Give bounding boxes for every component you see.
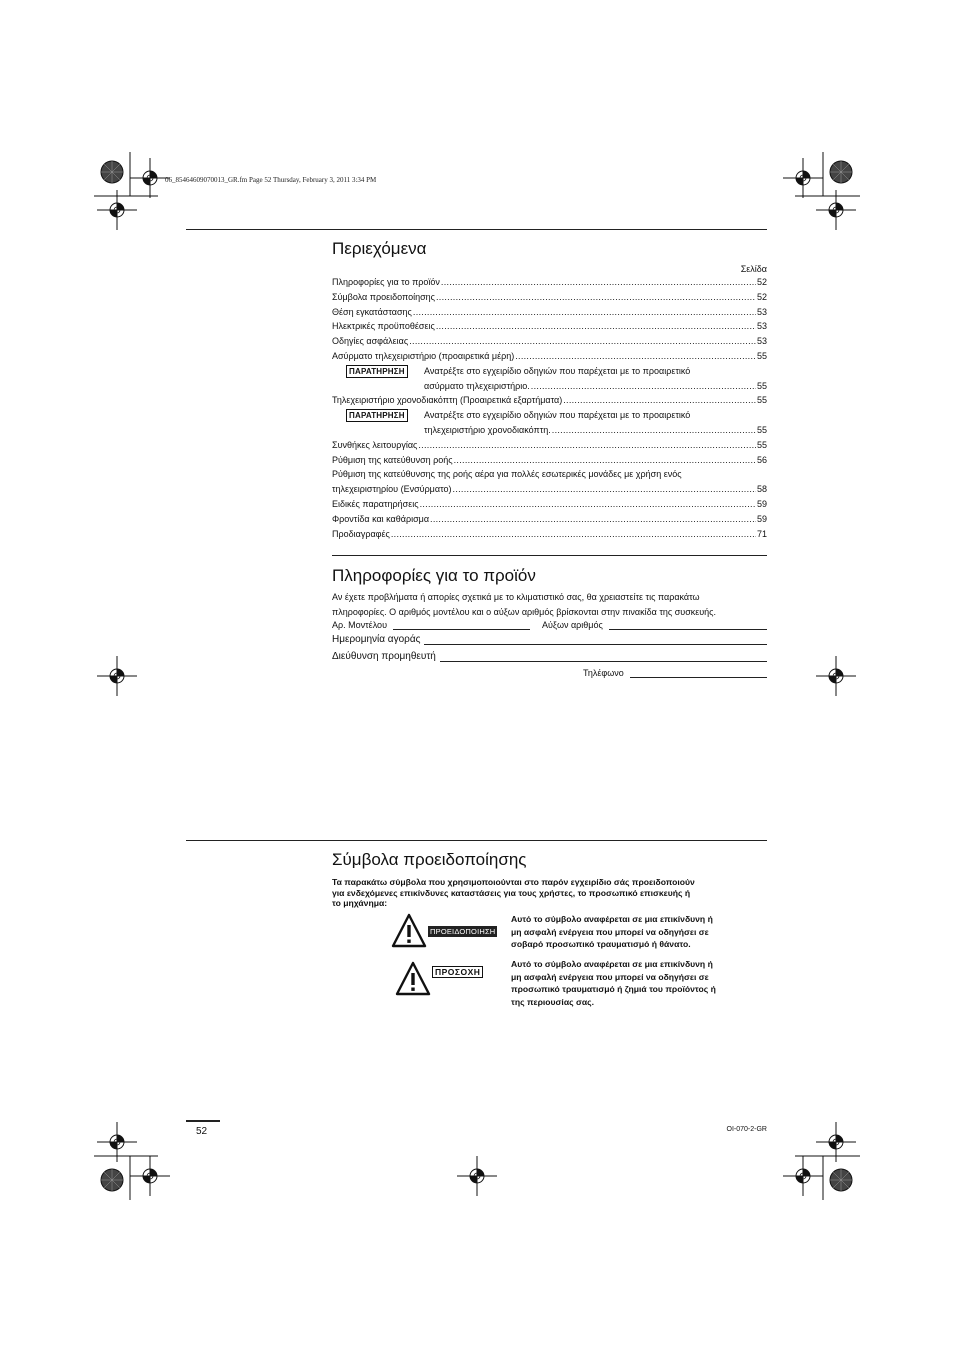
footer-rule <box>186 1120 220 1122</box>
phone-field[interactable] <box>630 667 767 678</box>
serial-label: Αύξων αριθμός <box>541 620 603 630</box>
product-title: Πληροφορίες για το προϊόν <box>332 566 536 585</box>
dealer-address-row <box>332 651 767 662</box>
section-divider <box>186 840 767 841</box>
purchase-date-row <box>332 634 767 645</box>
dealer-address-field[interactable] <box>440 651 767 662</box>
toc-entry[interactable]: Τηλεχειριστήριο χρονοδιακόπτη (Προαιρετικά εξαρτήματα) ..... 55 <box>332 393 767 408</box>
toc-note: ΠΑΡΑΤΗΡΗΣΗ Ανατρέξτε στο εγχειρίδιο οδηγιών που παρέχεται με το προαιρετικό ασύρματο τηλεχειριστήριο. ..... 55 <box>332 364 767 394</box>
file-header: 06_85464609070013_GR.fm Page 52 Thursday, February 3, 2011 3:34 PM <box>165 176 377 184</box>
toc-page-label: Σελίδα <box>740 264 767 274</box>
toc-entry[interactable]: Θέση εγκατάστασης ..... 53 <box>332 305 767 320</box>
toc-entry[interactable]: Φροντίδα και καθάρισμα ..... 59 <box>332 512 767 527</box>
warning-description: Αυτό το σύμβολο αναφέρεται σε μια επικίνδυνη ή μη ασφαλή ενέργεια που μπορεί να οδηγήσει σε σοβαρό προσωπικό τραυματισμό ή θάνατο. <box>511 914 713 950</box>
toc-note: ΠΑΡΑΤΗΡΗΣΗ Ανατρέξτε στο εγχειρίδιο οδηγιών που παρέχεται με το προαιρετικό τηλεχειριστήριο χρονοδιακόπτη. ..... 55 <box>332 408 767 438</box>
toc-entry[interactable]: Ειδικές παρατηρήσεις ..... 59 <box>332 497 767 512</box>
note-badge: ΠΑΡΑΤΗΡΗΣΗ <box>346 409 408 422</box>
section-divider <box>186 229 767 230</box>
symbols-intro: Τα παρακάτω σύμβολα που χρησιμοποιούνται στο παρόν εγχειρίδιο σάς προειδοποιούν για ενδεχόμενες επικίνδυνες καταστάσεις για τους χρήστες, το προσωπικό επισκευής ή το μηχάνημα: <box>332 877 695 908</box>
serial-field[interactable] <box>609 619 767 630</box>
toc-entry[interactable]: Προδιαγραφές ..... 71 <box>332 527 767 542</box>
toc-entry[interactable]: Οδηγίες ασφάλειας ..... 53 <box>332 334 767 349</box>
toc-entry[interactable]: Συνθήκες λειτουργίας ..... 55 <box>332 438 767 453</box>
caution-description: Αυτό το σύμβολο αναφέρεται σε μια επικίνδυνη ή μη ασφαλή ενέργεια που μπορεί να οδηγήσει σε προσωπικό τραυματισμό ή ζημιά του προϊόντος ή της περιουσίας σας. <box>511 959 716 1007</box>
doc-code: OI-070-2-GR <box>726 1126 767 1133</box>
warning-triangle-icon <box>391 913 427 949</box>
caution-label: ΠΡΟΣΟΧΗ <box>432 966 483 978</box>
model-label: Αρ. Μοντέλου <box>332 620 387 630</box>
toc-entry[interactable]: Σύμβολα προειδοποίησης ..... 52 <box>332 290 767 305</box>
toc-entry[interactable]: Πληροφορίες για το προϊόν ..... 52 <box>332 275 767 290</box>
toc-entry[interactable]: τηλεχειριστηρίου (Ενσύρματο) ..... 58 <box>332 482 767 497</box>
symbols-title: Σύμβολα προειδοποίησης <box>332 850 527 869</box>
phone-label: Τηλέφωνο <box>583 668 624 678</box>
caution-symbol <box>395 961 483 997</box>
phone-row <box>583 667 767 678</box>
toc-entry[interactable]: τηλεχειριστήριο χρονοδιακόπτη. ..... 55 <box>332 423 767 438</box>
warning-label: ΠΡΟΕΙΔΟΠΟΙΗΣΗ <box>430 926 496 936</box>
section-divider <box>332 555 767 556</box>
note-badge: ΠΑΡΑΤΗΡΗΣΗ <box>346 365 408 378</box>
model-serial-row <box>332 619 767 630</box>
toc-entry[interactable]: ασύρματο τηλεχειριστήριο. ..... 55 <box>332 379 767 394</box>
product-intro: Αν έχετε προβλήματα ή απορίες σχετικά με το κλιματιστικό σας, θα χρειαστείτε τις παρακάτω πληροφορίες. Ο αριθμός μοντέλου και ο αύξων αριθμός βρίσκονται στην πινακίδα της συσκευής. <box>332 592 717 617</box>
toc-entry[interactable]: Ασύρματο τηλεχειριστήριο (προαιρετικά μέρη) ..... 55 <box>332 349 767 364</box>
toc-title: Περιεχόμενα <box>332 239 427 258</box>
purchase-date-field[interactable] <box>424 634 767 645</box>
toc-list <box>332 275 767 541</box>
toc-entry-multiline[interactable]: Ρύθμιση της κατεύθυνσης της ροής αέρα για πολλές εσωτερικές μονάδες με χρήση ενός <box>332 469 682 480</box>
caution-triangle-icon <box>395 961 431 997</box>
warning-symbol <box>391 913 497 949</box>
page-number: 52 <box>196 1126 208 1137</box>
model-field[interactable] <box>393 619 530 630</box>
dealer-address-label: Διεύθυνση προμηθευτή <box>332 651 436 662</box>
toc-entry[interactable]: Ηλεκτρικές προϋποθέσεις ..... 53 <box>332 319 767 334</box>
toc-entry[interactable]: Ρύθμιση της κατεύθυνση ροής ..... 56 <box>332 453 767 468</box>
purchase-date-label: Ημερομηνία αγοράς <box>332 634 421 645</box>
